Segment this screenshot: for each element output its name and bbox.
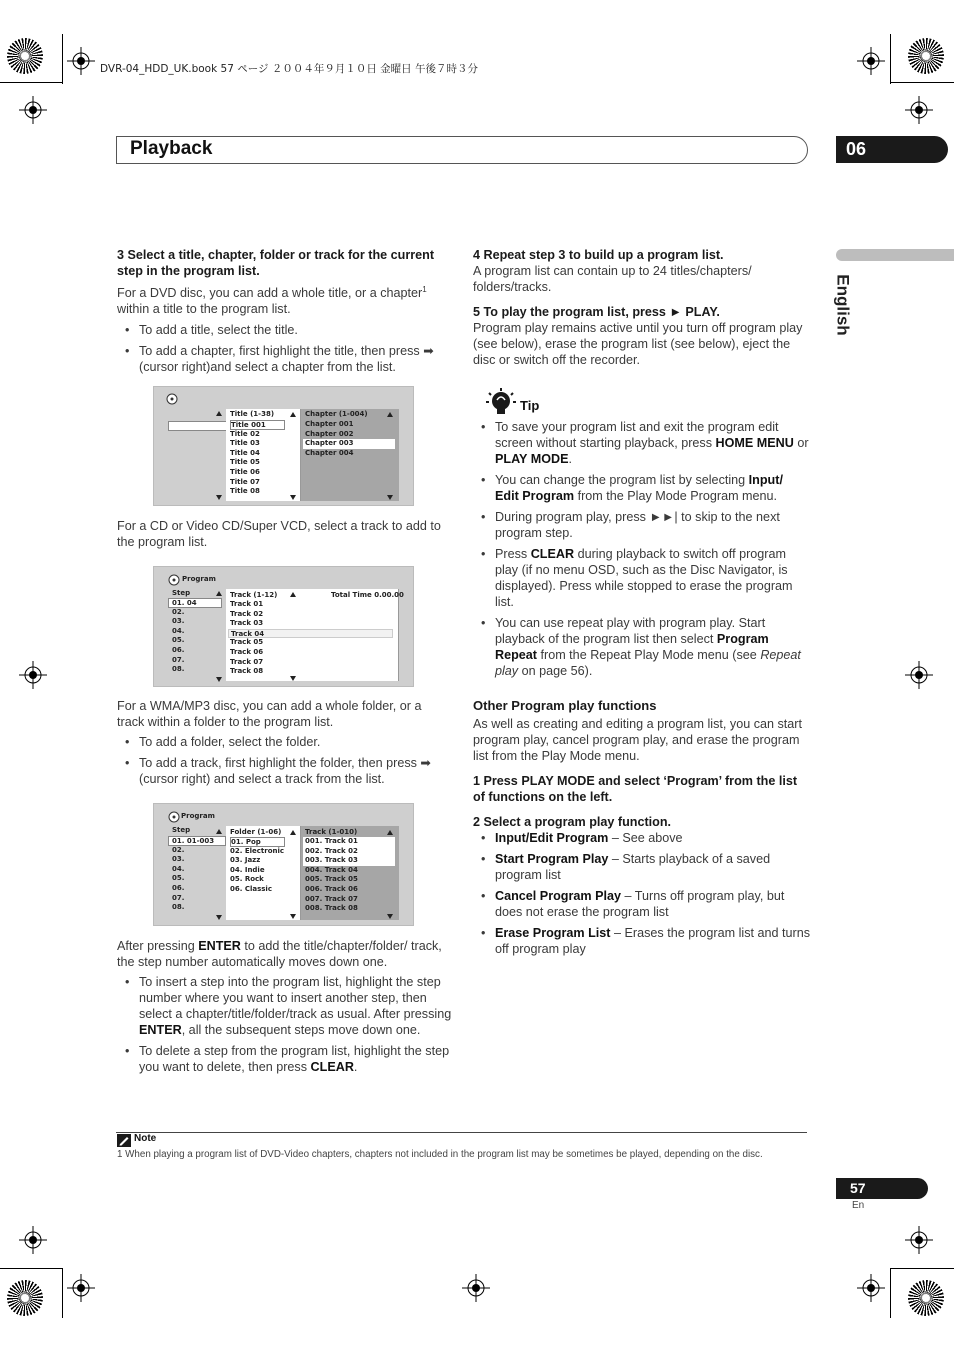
tip-item: • To save your program list and exit the program edit screen without starting playback, press HOME MENU or PLAY MODE. xyxy=(473,419,810,467)
step5-heading: 5 To play the program list, press ► PLAY. xyxy=(473,305,720,319)
list-item[interactable]: Title 08 xyxy=(230,487,260,496)
chapter-list-header: Chapter (1-004) xyxy=(305,410,368,418)
step-row[interactable]: 08. xyxy=(172,903,185,912)
scroll-up-icon xyxy=(216,829,222,834)
list-item[interactable]: 006. Track 06 xyxy=(305,885,358,893)
disc-icon xyxy=(166,393,178,405)
step-list xyxy=(168,836,226,917)
list-item[interactable]: Track 07 xyxy=(230,657,264,666)
chapter-list xyxy=(301,409,399,501)
list-item[interactable]: Title 03 xyxy=(230,439,260,448)
scroll-down-icon xyxy=(216,495,222,500)
scroll-up-icon xyxy=(290,412,296,417)
disc-icon xyxy=(168,574,180,586)
registration-mark-icon xyxy=(19,1226,47,1254)
other-functions-heading: Other Program play functions xyxy=(473,698,657,713)
language-tab xyxy=(832,270,862,340)
rosette-mark-bottom-right xyxy=(908,1280,944,1316)
list-item[interactable]: Chapter 003 xyxy=(303,439,395,449)
step-row[interactable]: 01. 01-003 xyxy=(168,836,226,846)
step-list xyxy=(168,598,226,679)
track-list-header: Track (1-12) xyxy=(230,591,278,599)
other-functions-section xyxy=(473,698,810,957)
page-title: Playback xyxy=(130,138,213,159)
list-item[interactable]: Title 04 xyxy=(230,448,260,457)
list-item[interactable]: 05. Rock xyxy=(230,875,264,884)
list-item[interactable]: Chapter 002 xyxy=(305,429,354,438)
right-column xyxy=(473,247,808,368)
disc-icon xyxy=(168,811,180,823)
step-selection-field xyxy=(168,421,228,431)
chapter-number-tab: 06 xyxy=(836,136,948,163)
insert-step-bullet: • To insert a step into the program list, highlight the step number where you want to insert another step, then select a chapter/title/folder/track as usual. After pressing ENTER, all the subsequent steps move down one. xyxy=(117,974,452,1038)
list-item[interactable]: Title 07 xyxy=(230,477,260,486)
registration-mark-icon xyxy=(67,1274,95,1302)
step-row[interactable]: 02. xyxy=(172,607,185,616)
folder-list xyxy=(226,826,301,920)
function-item: • Cancel Program Play – Turns off program play, but does not erase the program list xyxy=(473,888,810,920)
step-row[interactable]: 04. xyxy=(172,626,185,635)
list-item[interactable]: Track 02 xyxy=(230,609,264,618)
scroll-down-icon xyxy=(290,914,296,919)
program-label: Program xyxy=(182,575,216,583)
step-row[interactable]: 05. xyxy=(172,874,185,883)
registration-mark-icon xyxy=(462,1274,490,1302)
after-paragraph: After pressing ENTER to add the title/chapter/folder/ track, the step number automatically moves down one. xyxy=(117,939,442,969)
cd-paragraph: For a CD or Video CD/Super VCD, select a track to add to the program list. xyxy=(117,519,441,549)
step-row[interactable]: 07. xyxy=(172,655,185,664)
step-row[interactable]: 06. xyxy=(172,884,185,892)
step5-paragraph: Program play remains active until you turn off program play (see below), erase the program list (see below), eject the disc or switch off the recorder. xyxy=(473,321,803,367)
other-functions-paragraph: As well as creating and editing a program list, you can start program play, cancel program play, and erase the program list from the Play Mode menu. xyxy=(473,717,802,763)
title-list xyxy=(226,409,301,501)
step4-heading: 4 Repeat step 3 to build up a program list. xyxy=(473,248,724,262)
list-item[interactable]: Title 02 xyxy=(230,429,260,438)
scroll-down-icon xyxy=(290,495,296,500)
dvd-bullet-title: • To add a title, select the title. xyxy=(117,322,452,338)
list-item[interactable]: Title 06 xyxy=(230,468,260,476)
function-item: • Input/Edit Program – See above xyxy=(473,830,810,846)
list-item[interactable]: 001. Track 01 xyxy=(303,837,395,847)
other-step1-heading: 1 Press PLAY MODE and select ‘Program’ from the list of functions on the left. xyxy=(473,774,798,804)
step-header: Step xyxy=(172,826,191,834)
registration-mark-icon xyxy=(857,47,885,75)
tip-item: • Press CLEAR during playback to switch off program play (if no menu OSD, such as the Disc Navigator, is displayed). Press while stopped to erase the program list. xyxy=(473,546,810,610)
header-bar xyxy=(116,136,808,164)
cd-program-screen xyxy=(153,566,414,687)
wma-bullet-track: • To add a track, first highlight the folder, then press ➡ (cursor right) and select a track from the list. xyxy=(117,755,452,787)
registration-mark-icon xyxy=(67,47,95,75)
dvd-bullet-chapter: • To add a chapter, first highlight the title, then press ➡ (cursor right)and select a chapter from the list. xyxy=(117,343,452,375)
footnote: 1 When playing a program list of DVD-Video chapters, chapters not included in the program list may be sometimes be played, depending on the disc. xyxy=(117,1149,763,1160)
scroll-down-icon xyxy=(216,677,222,682)
rosette-mark-bottom-left xyxy=(7,1280,43,1316)
registration-mark-icon xyxy=(19,661,47,689)
step-header: Step xyxy=(172,589,191,597)
print-info: DVR-04_HDD_UK.book 57 ページ ２００４年９月１０日 金曜日 午後７時３分 xyxy=(100,63,479,75)
note-divider xyxy=(116,1132,807,1133)
list-item[interactable]: 06. Classic xyxy=(230,885,272,893)
step-row[interactable]: 01. 04 xyxy=(168,598,222,608)
program-label: Program xyxy=(181,812,215,820)
wma-section xyxy=(117,698,452,787)
registration-mark-icon xyxy=(905,96,933,124)
scroll-down-icon xyxy=(387,914,393,919)
track-list xyxy=(226,589,404,681)
tip-list xyxy=(473,419,810,679)
scroll-up-icon xyxy=(216,411,222,416)
title-list-header: Title (1-38) xyxy=(230,410,275,418)
folder-list-header: Folder (1-06) xyxy=(230,828,282,836)
function-item: • Start Program Play – Starts playback of a saved program list xyxy=(473,851,810,883)
delete-step-bullet: • To delete a step from the program list, highlight the step you want to delete, then press CLEAR. xyxy=(117,1043,452,1075)
scroll-up-icon xyxy=(216,591,222,596)
page-number: 57 xyxy=(836,1178,928,1199)
list-item[interactable]: 01. Pop xyxy=(230,837,285,847)
list-item[interactable]: 003. Track 03 xyxy=(303,856,395,866)
rosette-mark-top-right xyxy=(908,38,944,74)
tip-label: Tip xyxy=(520,398,540,413)
list-item[interactable]: 002. Track 02 xyxy=(303,847,395,857)
function-item: • Erase Program List – Erases the program list and turns off program play xyxy=(473,925,810,957)
registration-mark-icon xyxy=(19,96,47,124)
registration-mark-icon xyxy=(905,1226,933,1254)
tip-item: • You can use repeat play with program play. Start playback of the program list then select Program Repeat from the Repeat Play Mode menu (see Repeat play on page 56). xyxy=(473,615,810,679)
list-item[interactable]: Title 05 xyxy=(230,458,260,467)
step-row[interactable]: 03. xyxy=(172,855,185,864)
list-item[interactable]: Chapter 004 xyxy=(305,448,354,457)
list-item[interactable]: Track 08 xyxy=(230,667,264,676)
scroll-down-icon xyxy=(387,495,393,500)
list-item[interactable]: Track 04 xyxy=(228,629,393,639)
tip-item: • During program play, press ►►| to skip to the next program step. xyxy=(473,509,810,541)
scroll-down-icon xyxy=(216,915,222,920)
tip-item: • You can change the program list by selecting Input/ Edit Program from the Play Mode Program menu. xyxy=(473,472,810,504)
after-section xyxy=(117,938,452,1075)
registration-mark-icon xyxy=(905,661,933,689)
list-item[interactable]: 02. Electronic xyxy=(230,846,285,855)
language-bar xyxy=(836,249,954,261)
step4-paragraph: A program list can contain up to 24 titles/chapters/ folders/tracks. xyxy=(473,264,752,294)
step-row[interactable]: 02. xyxy=(172,845,185,854)
step-row[interactable]: 03. xyxy=(172,617,185,626)
list-item[interactable]: 03. Jazz xyxy=(230,856,261,865)
language-code: En xyxy=(852,1200,865,1211)
tip-lightbulb-icon xyxy=(486,388,516,418)
scroll-up-icon xyxy=(387,830,393,835)
list-item[interactable]: Title 001 xyxy=(230,420,285,430)
list-item[interactable]: Track 03 xyxy=(230,619,264,628)
other-step2-heading: 2 Select a program play function. xyxy=(473,815,672,829)
list-item[interactable]: Track 05 xyxy=(230,638,264,647)
note-pencil-icon xyxy=(117,1134,131,1147)
step-row[interactable]: 04. xyxy=(172,864,185,873)
wma-program-screen xyxy=(153,803,414,926)
registration-mark-icon xyxy=(857,1274,885,1302)
dvd-program-screen xyxy=(153,386,414,506)
step-row[interactable]: 08. xyxy=(172,665,185,674)
step-row[interactable]: 05. xyxy=(172,636,185,645)
list-item[interactable]: 004. Track 04 xyxy=(305,865,358,874)
track-list-header: Track (1-010) xyxy=(305,828,358,836)
wma-paragraph: For a WMA/MP3 disc, you can add a whole folder, or a track within a folder to the program list. xyxy=(117,699,422,729)
scroll-down-icon xyxy=(290,676,296,681)
wma-bullet-folder: • To add a folder, select the folder. xyxy=(117,734,452,750)
scroll-up-icon xyxy=(290,830,296,835)
language-label: English xyxy=(833,274,853,336)
step3-heading: 3 Select a title, chapter, folder or track for the current step in the program list. xyxy=(117,248,435,278)
step-row[interactable]: 06. xyxy=(172,646,185,654)
left-column xyxy=(117,247,452,375)
list-item[interactable]: 007. Track 07 xyxy=(305,894,358,903)
list-item[interactable]: 005. Track 05 xyxy=(305,875,358,884)
step-row[interactable]: 07. xyxy=(172,893,185,902)
list-item[interactable]: Track 06 xyxy=(230,648,264,656)
list-item[interactable]: 04. Indie xyxy=(230,865,265,874)
rosette-mark-top-left xyxy=(7,38,43,74)
list-item[interactable]: Chapter 001 xyxy=(305,420,354,428)
note-label: Note xyxy=(134,1133,157,1144)
scroll-up-icon xyxy=(387,412,393,417)
dvd-paragraph: For a DVD disc, you can add a whole title, or a chapter$^1$ within a title to the program list. xyxy=(117,285,427,317)
track-list xyxy=(301,826,399,920)
list-item[interactable]: 008. Track 08 xyxy=(305,904,358,913)
list-item[interactable]: Track 01 xyxy=(230,600,264,608)
scroll-up-icon xyxy=(290,592,296,597)
total-time: Total Time 0.00.00 xyxy=(331,591,404,599)
